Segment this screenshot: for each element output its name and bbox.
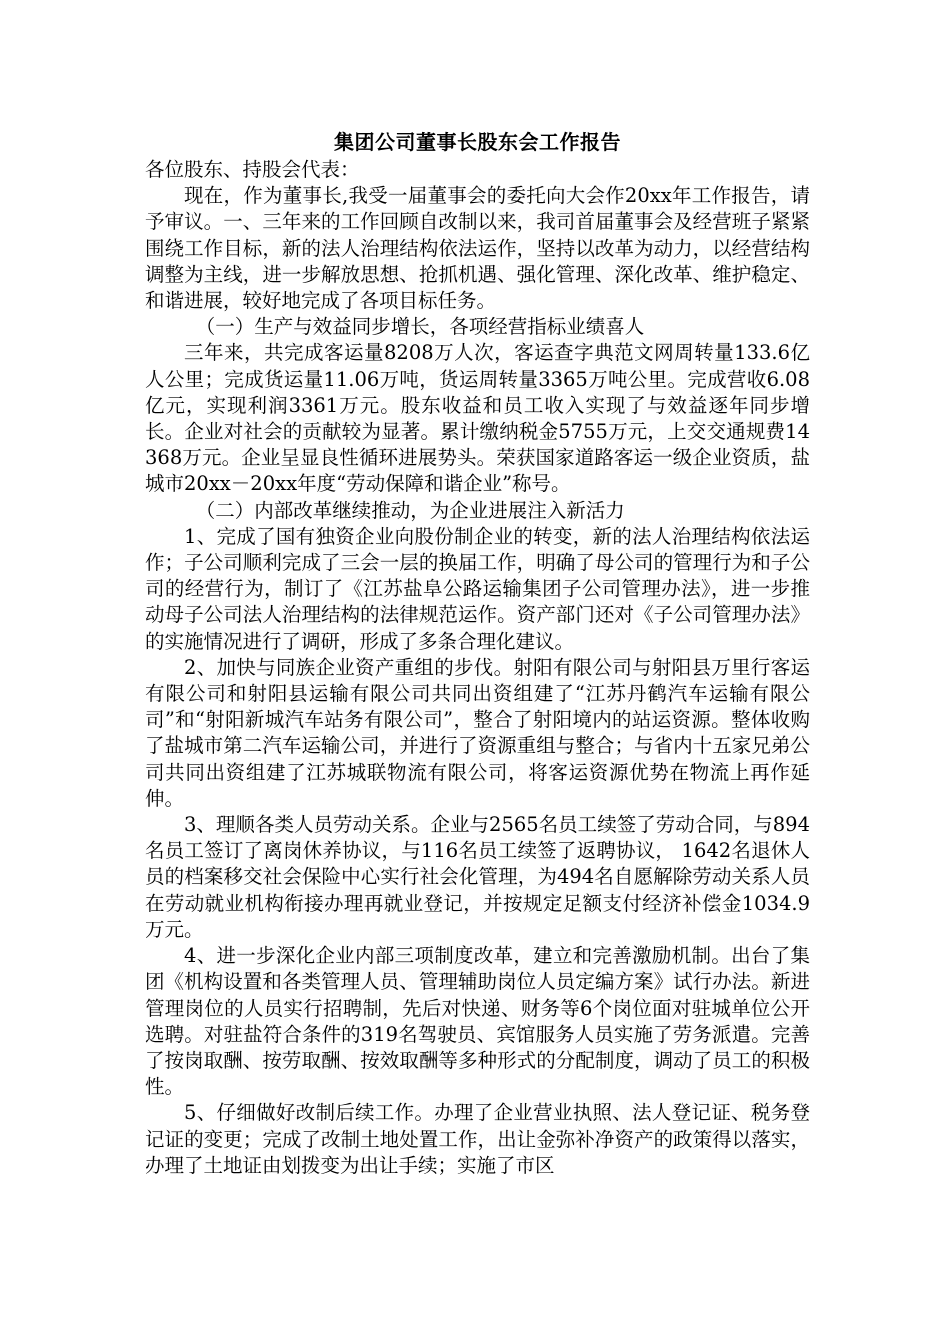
paragraph-item-3: 3、理顺各类人员劳动关系。企业与2565名员工续签了劳动合同，与894名员工签订了离岗休养协议，与116名员工续签了返聘协议， 1642名退休人员的档案移交社会保险中心实行社会化管理，为494名自愿解除劳动关系人员在劳动就业机构衔接办理再就业登记，并按规定足额支付经济补偿金1034.9万元。 [145,813,810,941]
document-page [145,128,810,1179]
paragraph-item-2: 2、加快与同族企业资产重组的步伐。射阳有限公司与射阳县万里行客运有限公司和射阳县运输有限公司共同出资组建了“江苏丹鹤汽车运输有限公司”和“射阳新城汽车站务有限公司”，整合了射阳境内的站运资源。整体收购了盐城市第二汽车运输公司，并进行了资源重组与整合；与省内十五家兄弟公司共同出资组建了江苏城联物流有限公司，将客运资源优势在物流上再作延伸。 [145,655,810,810]
section-heading-2: （二）内部改革继续推动，为企业进展注入新活力 [195,498,625,522]
paragraph-item-1: 1、完成了国有独资企业向股份制企业的转变，新的法人治理结构依法运作；子公司顺利完成了三会一层的换届工作，明确了母公司的管理行为和子公司的经营行为，制订了《江苏盐阜公路运输集团子公司管理办法》，进一步推动母子公司法人治理结构的法律规范运作。资产部门还对《子公司管理办法》的实施情况进行了调研，形成了多条合理化建议。 [145,524,810,653]
paragraph-performance: 三年来，共完成客运量8208万人次，客运查字典范文网周转量133.6亿人公里；完成货运量11.06万吨，货运周转量3365万吨公里。完成营收6.08亿元，实现利润3361万元。股东收益和员工收入实现了与效益逐年同步增长。企业对社会的贡献较为显著。累计缴纳税金5755万元，上交交通规费14368万元。企业呈显良性循环进展势头。荣获国家道路客运一级企业资质，盐城市20xx－20xx年度“劳动保障和谐企业”称号。 [145,341,810,496]
paragraph-item-5: 5、仔细做好改制后续工作。办理了企业营业执照、法人登记证、税务登记证的变更；完成了改制土地处置工作，出让金弥补净资产的政策得以落实，办理了土地证由划拨变为出让手续；实施了市区 [145,1101,810,1177]
paragraph-intro: 现在，作为董事长,我受一届董事会的委托向大会作20xx年工作报告，请予审议。一、三年来的工作回顾自改制以来，我司首届董事会及经营班子紧紧围绕工作目标，新的法人治理结构依法运作，坚持以改革为动力，以经营结构调整为主线，进一步解放思想、抢抓机遇、强化管理、深化改革、维护稳定、和谐进展，较好地完成了各项目标任务。 [145,184,810,313]
section-heading-1: （一）生产与效益同步增长，各项经营指标业绩喜人 [195,315,645,339]
salutation: 各位股东、持股会代表： [145,158,360,181]
document-title: 集团公司董事长股东会工作报告 [334,130,621,154]
paragraph-item-4: 4、进一步深化企业内部三项制度改革，建立和完善激励机制。出台了集团《机构设置和各类管理人员、管理辅助岗位人员定编方案》试行办法。新进管理岗位的人员实行招聘制，先后对快递、财务等6个岗位面对驻城单位公开选聘。对驻盐符合条件的319名驾驶员、宾馆服务人员实施了劳务派遣。完善了按岗取酬、按劳取酬、按效取酬等多种形式的分配制度，调动了员工的积极性。 [145,944,810,1099]
